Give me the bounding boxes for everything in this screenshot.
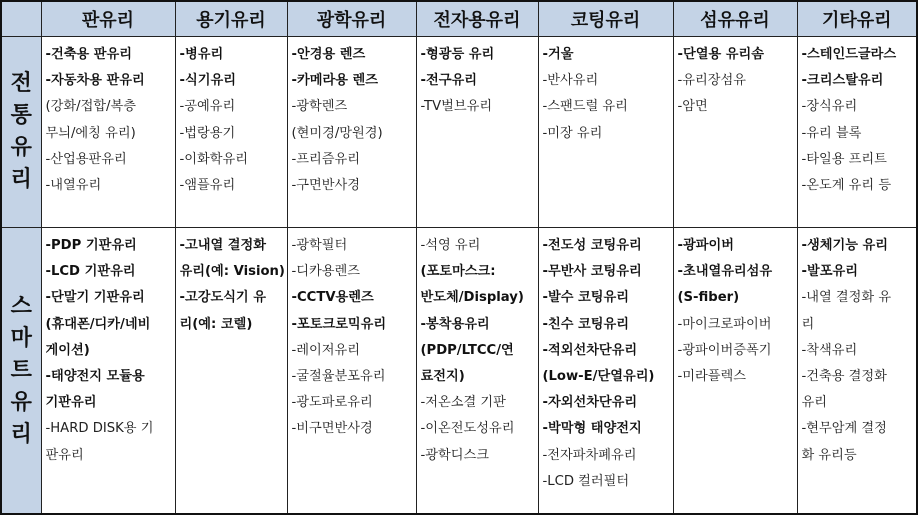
category-row [1,228,917,515]
cell-item: 게이션) [45,342,90,358]
cell-item: -전구유리 [420,73,477,89]
cell-item: -광도파로유리 [291,395,373,411]
cell-item: 기판유리 [45,395,97,411]
cell-item: -전자파차폐유리 [542,447,637,463]
cell-item: -이화학유리 [179,151,248,167]
cell-item: -고내열 결정화 [179,238,266,253]
cell-item: -봉착용유리 [420,316,490,332]
table-cell [287,37,416,228]
cell-item: -무반사 코팅유리 [542,264,642,280]
cell-item: 판유리 [45,447,84,463]
cell-item: 반도체/Display) [420,290,524,306]
cell-item: -박막형 태양전지 [542,421,642,437]
cell-item: -적외선차단유리 [542,342,638,358]
cell-item: -굴절율분포유리 [291,369,386,385]
cell-item: -광학디스크 [420,447,489,463]
cell-item: -건축용 판유리 [45,47,132,62]
table-cell [41,37,175,228]
cell-item: (휴대폰/디카/네비 [45,316,151,332]
cell-item: -광파이버증폭기 [677,342,772,358]
cell-item: -미라플렉스 [677,369,746,385]
cell-item: -미장 유리 [542,125,603,141]
cell-item: -생체기능 유리 [801,238,888,253]
cell-item: -LCD 컬러필터 [542,473,630,489]
row-header-char: 트 [10,357,32,383]
table-cell [175,228,287,515]
cell-item: -프리즘유리 [291,151,360,167]
cell-item: -석영 유리 [420,238,481,253]
cell-item: 무늬/에칭 유리) [45,125,136,141]
cell-item: 유리 [801,395,827,411]
cell-item: -산업용판유리 [45,151,127,167]
cell-item: 유리(예: Vision) [179,264,285,280]
corner-cell [1,1,41,37]
row-header [1,228,41,515]
row-header-char: 유 [10,135,32,160]
cell-item: -건축용 결정화 [801,369,887,385]
cell-item: -형광등 유리 [420,47,495,62]
cell-item: -광학필터 [291,238,348,253]
cell-item: -앰플유리 [179,178,236,194]
cell-item: -내열유리 [45,178,102,194]
table-cell [797,37,917,228]
cell-item: -암면 [677,99,708,115]
column-header: 기타유리 [797,1,917,37]
cell-item: -장식유리 [801,99,858,115]
table-cell [538,228,673,515]
cell-item: (S-fiber) [677,290,740,306]
cell-item: -태양전지 모듈용 [45,369,145,385]
row-header-char: 리 [10,167,32,192]
cell-item: -비구면반사경 [291,421,373,437]
category-row [1,37,917,228]
cell-item: -병유리 [179,47,224,62]
cell-item: -내열 결정화 유 [801,290,892,306]
table-cell [673,228,797,515]
cell-item: -타일용 프리트 [801,151,887,167]
cell-item: -친수 코팅유리 [542,316,629,332]
table-cell [175,37,287,228]
cell-item: -광학렌즈 [291,99,348,115]
cell-item: (강화/접합/복층 [45,99,136,115]
cell-item: 리 [801,316,815,332]
column-header: 전자용유리 [416,1,538,37]
cell-item: -거울 [542,47,574,62]
cell-item: 료전지) [420,369,465,385]
cell-item: -저온소결 기판 [420,395,506,411]
row-header-char: 통 [10,103,32,128]
cell-item: 화 유리등 [801,447,857,463]
column-header: 코팅유리 [538,1,673,37]
cell-item: -스테인드글라스 [801,47,897,62]
cell-item: 리(예: 코렐) [179,316,253,332]
cell-item: -CCTV용렌즈 [291,290,374,306]
cell-item: -TV벌브유리 [420,99,493,115]
header-row [1,1,917,37]
cell-item: -마이크로파이버 [677,316,772,332]
cell-item: (포토마스크: [420,264,496,280]
table-cell [41,228,175,515]
row-header-char: 전 [10,71,32,96]
cell-item: -법랑용기 [179,125,236,141]
cell-item: -레이저유리 [291,342,360,358]
table-cell [416,228,538,515]
cell-item: -PDP 기판유리 [45,238,137,253]
cell-item: -온도계 유리 등 [801,178,892,194]
table-cell [538,37,673,228]
cell-item: -스팬드럴 유리 [542,99,628,115]
cell-item: -식기유리 [179,73,236,89]
row-header-char: 유 [10,389,32,415]
cell-item: (PDP/LTCC/연 [420,342,514,358]
table-cell [797,228,917,515]
table-cell [416,37,538,228]
cell-item: -착색유리 [801,342,858,358]
row-header [1,37,41,228]
cell-item: -현무암계 결정 [801,421,887,437]
cell-item: -광파이버 [677,238,734,253]
cell-item: (현미경/망원경) [291,125,383,141]
table-body [1,37,917,515]
cell-item: -카메라용 렌즈 [291,73,378,89]
cell-item: -고강도식기 유 [179,290,266,306]
cell-item: (Low-E/단열유리) [542,369,655,385]
cell-item: -디카용렌즈 [291,264,360,280]
column-header: 광학유리 [287,1,416,37]
cell-item: -공예유리 [179,99,236,115]
row-header-char: 리 [10,421,32,447]
row-header-char: 마 [10,325,32,351]
cell-item: -크리스탈유리 [801,73,884,89]
column-header: 용기유리 [175,1,287,37]
column-header: 판유리 [41,1,175,37]
column-header: 섬유유리 [673,1,797,37]
cell-item: -포토크로믹유리 [291,316,387,332]
row-header-char: 스 [10,293,32,319]
cell-item: -자외선차단유리 [542,395,638,411]
cell-item: -단열용 유리솜 [677,47,764,62]
cell-item: -LCD 기판유리 [45,264,136,280]
table-cell [673,37,797,228]
cell-item: -유리 블록 [801,125,862,141]
cell-item: -전도성 코팅유리 [542,238,642,253]
cell-item: -자동차용 판유리 [45,73,145,89]
cell-item: -이온전도성유리 [420,421,515,437]
cell-item: -초내열유리섬유 [677,264,773,280]
cell-item: -단말기 기판유리 [45,290,145,306]
cell-item: -안경용 렌즈 [291,47,366,62]
cell-item: -구면반사경 [291,178,360,194]
cell-item: -발수 코팅유리 [542,290,629,306]
cell-item: -발포유리 [801,264,858,280]
cell-item: -HARD DISK용 기 [45,421,154,437]
cell-item: -반사유리 [542,73,599,89]
table-cell [287,228,416,515]
cell-item: -유리장섬유 [677,73,746,89]
